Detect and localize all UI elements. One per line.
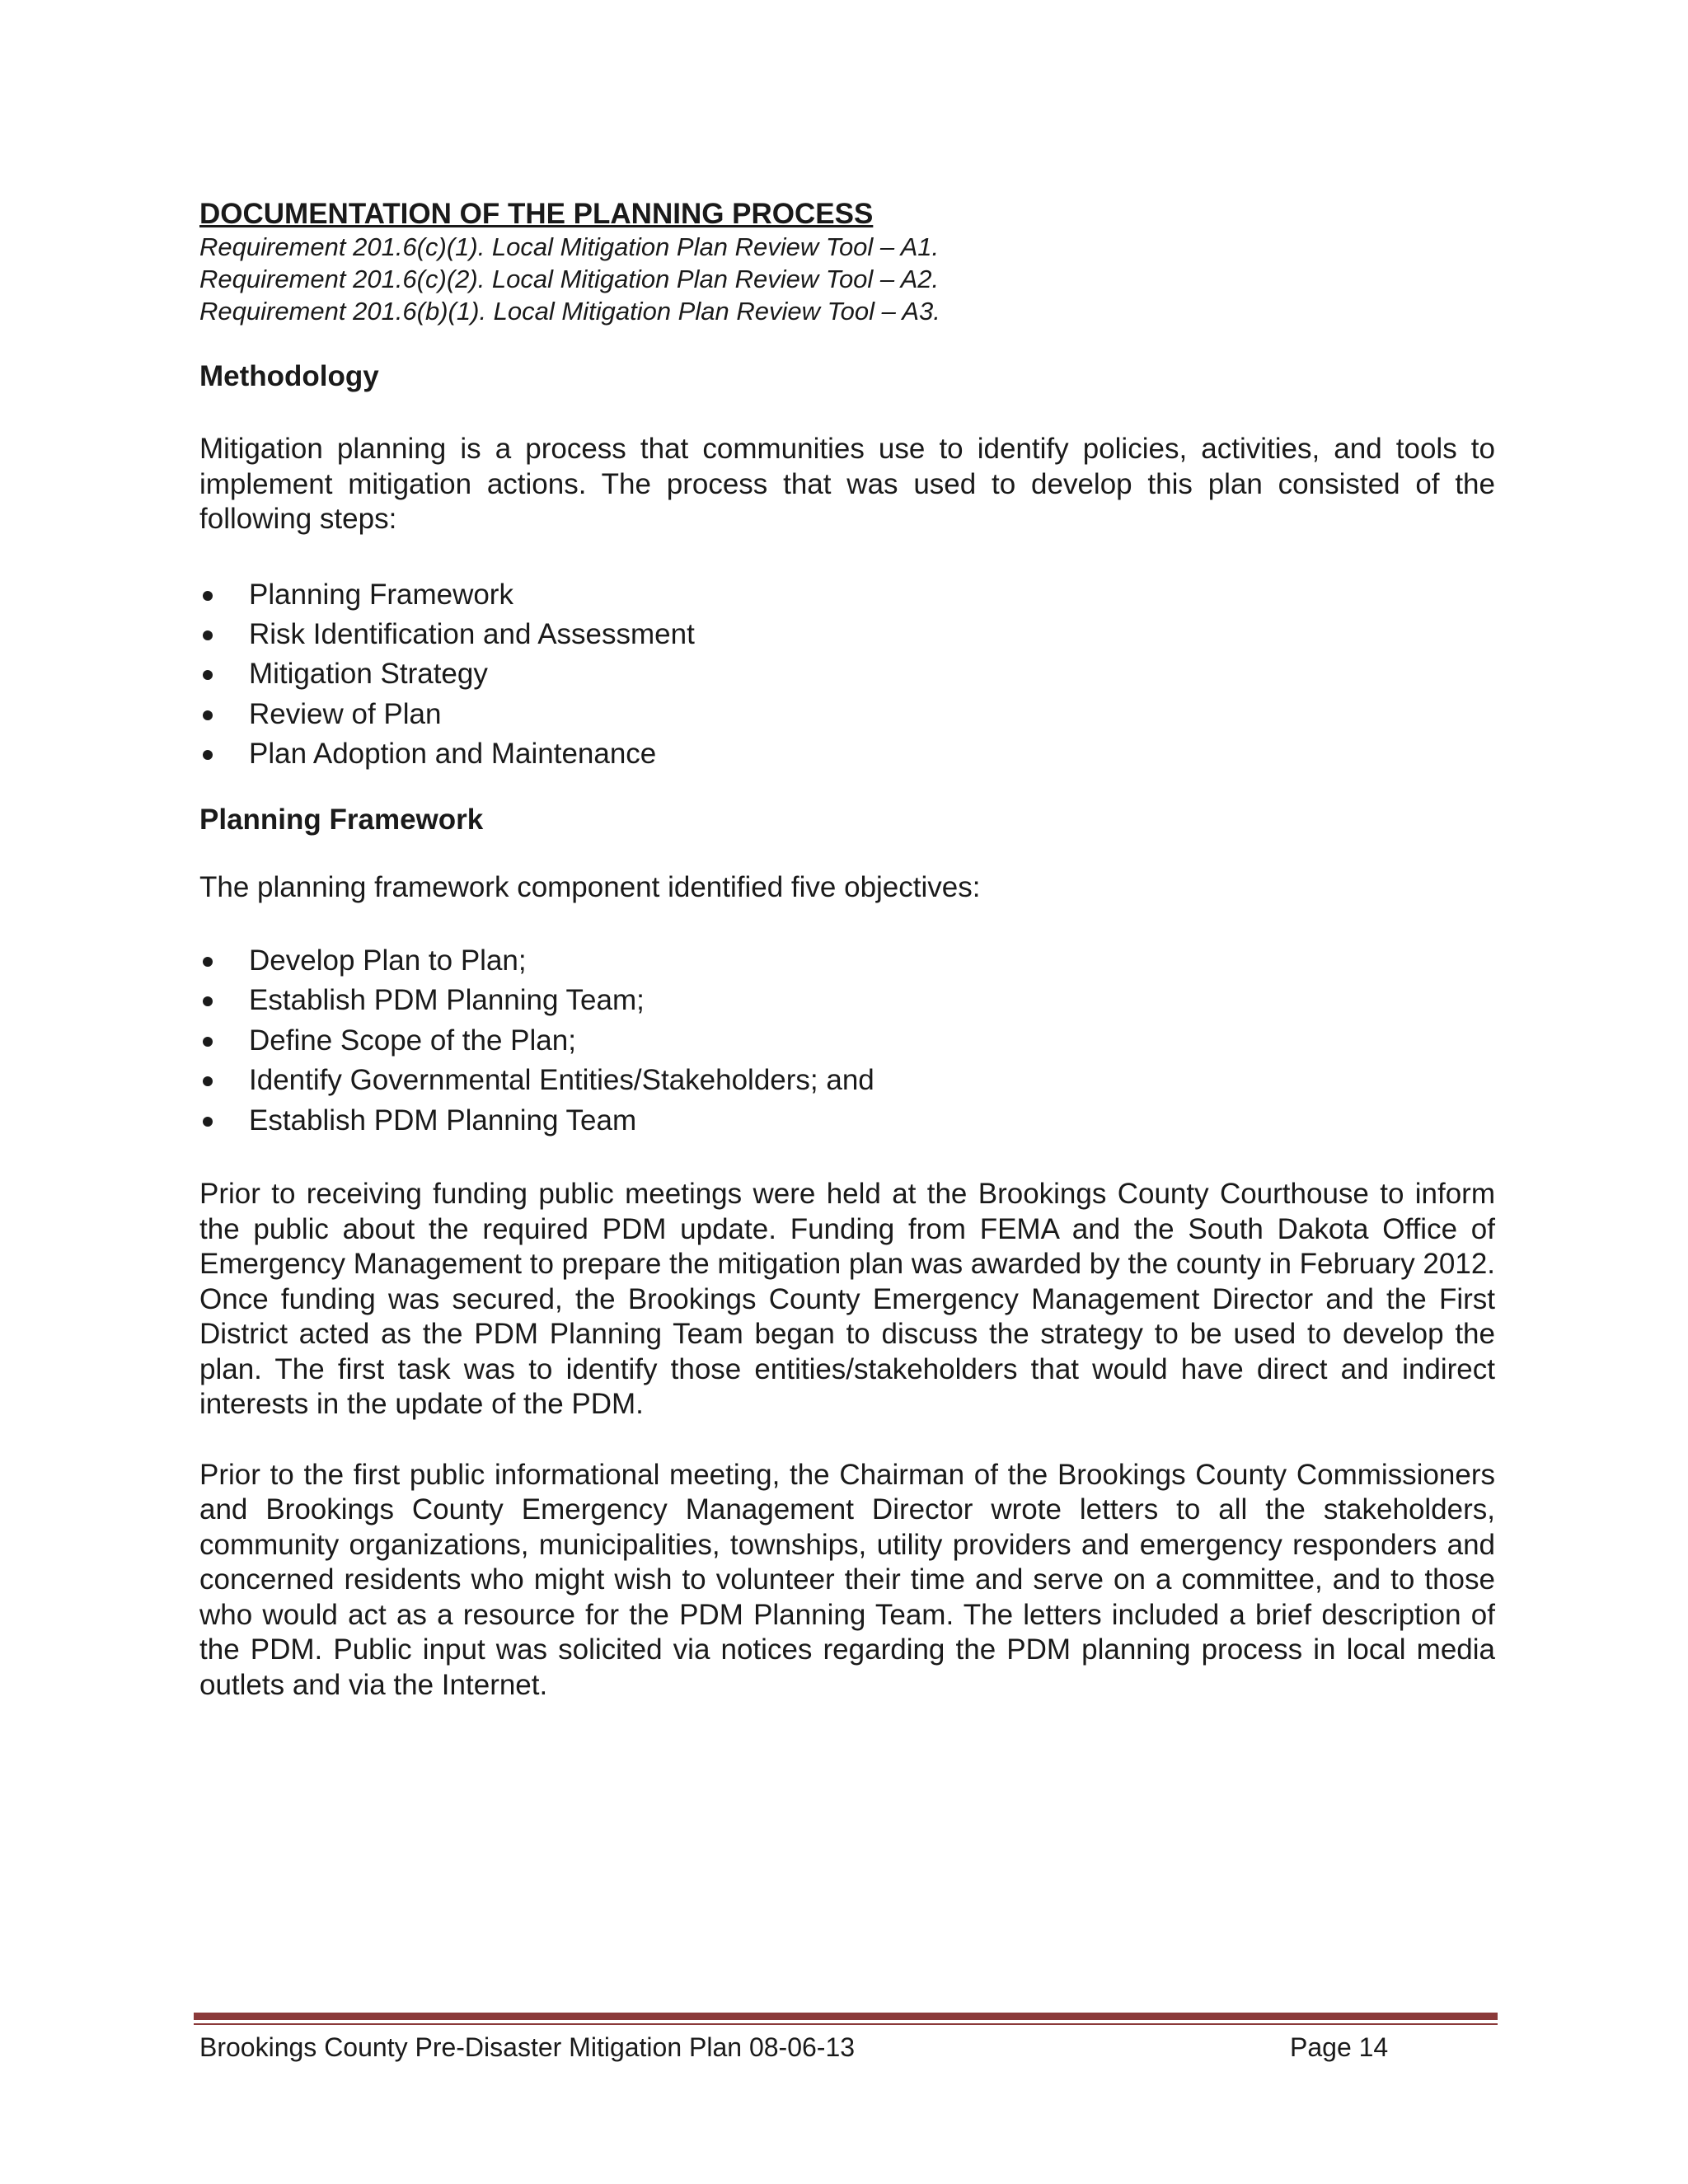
- footer-document-name: Brookings County Pre-Disaster Mitigation Plan 08-06-13: [199, 2032, 856, 2062]
- list-item-text: Review of Plan: [249, 697, 442, 730]
- list-item-text: Identify Governmental Entities/Stakeholders; and: [249, 1064, 874, 1097]
- funding-paragraph: Prior to receiving funding public meetings were held at the Brookings County Courthouse to inform the public about the required PDM update. Funding from FEMA and the South Dakota Office of Emergency Management to prepare the mitigation plan was awarded by the county in February 2012. Once funding was secured, the Brookings County Emergency Management Director and the First District acted as the PDM Planning Team began to discuss the strategy to be used to develop the plan. The first task was to identify those entities/stakeholders that would have direct and indirect interests in the update of the PDM.: [199, 1178, 1496, 1421]
- list-item-text: Define Scope of the Plan;: [249, 1024, 576, 1057]
- list-item: [199, 1101, 1495, 1141]
- list-item-text: Establish PDM Planning Team: [249, 1104, 637, 1137]
- planning-framework-intro-paragraph: The planning framework component identified five objectives:: [199, 870, 981, 903]
- bullet-icon: [203, 710, 213, 720]
- list-item-text: Planning Framework: [249, 578, 513, 611]
- document-page: [199, 198, 1495, 1703]
- list-item: [199, 1021, 1495, 1061]
- process-steps-list: [199, 575, 1495, 775]
- list-item: [199, 615, 1495, 654]
- bullet-icon: [203, 1117, 213, 1127]
- bullet-icon: [203, 1037, 213, 1047]
- footer-rule-thick: [194, 2013, 1498, 2020]
- list-item: [199, 981, 1495, 1020]
- letters-paragraph: Prior to the first public informational meeting, the Chairman of the Brookings County Commissioners and Brookings County Emergency Management Director wrote letters to all the stakeholders, community organizations, municipalities, townships, utility providers and emergency responders and concerned residents who might wish to volunteer their time and serve on a committee, and to those who would act as a resource for the PDM Planning Team. The letters included a brief description of the PDM. Public input was solicited via notices regarding the PDM planning process in local media outlets and via the Internet.: [199, 1458, 1495, 1701]
- bullet-icon: [203, 996, 213, 1006]
- list-item-text: Plan Adoption and Maintenance: [249, 738, 657, 771]
- requirement-item: Requirement 201.6(c)(2). Local Mitigation Plan Review Tool – A2.: [199, 265, 940, 293]
- planning-framework-heading: Planning Framework: [199, 803, 484, 836]
- bullet-icon: [203, 670, 213, 680]
- requirement-item: Requirement 201.6(b)(1). Local Mitigation Plan Review Tool – A3.: [199, 297, 940, 326]
- methodology-heading: Methodology: [199, 360, 379, 392]
- bullet-icon: [203, 1076, 213, 1086]
- list-item: [199, 654, 1495, 694]
- methodology-intro-paragraph: Mitigation planning is a process that communities use to identify policies, activities, and tools to implement mitigation actions. The process that was used to develop this plan consisted of the following steps:: [199, 433, 1495, 535]
- bullet-icon: [203, 591, 213, 601]
- requirements-list: [199, 231, 1495, 327]
- bullet-icon: [203, 630, 213, 640]
- list-item: [199, 575, 1495, 615]
- list-item: [199, 695, 1495, 734]
- list-item-text: Establish PDM Planning Team;: [249, 984, 645, 1017]
- requirement-item: Requirement 201.6(c)(1). Local Mitigation Plan Review Tool – A1.: [199, 232, 940, 261]
- list-item-text: Mitigation Strategy: [249, 658, 488, 691]
- list-item: [199, 941, 1495, 981]
- list-item: [199, 734, 1495, 774]
- bullet-icon: [203, 957, 213, 967]
- list-item: [199, 1061, 1495, 1100]
- list-item-text: Develop Plan to Plan;: [249, 944, 527, 977]
- footer-page-number: Page 14: [1290, 2032, 1389, 2062]
- document-title: DOCUMENTATION OF THE PLANNING PROCESS: [199, 198, 874, 230]
- list-item-text: Risk Identification and Assessment: [249, 617, 695, 650]
- objectives-list: [199, 941, 1495, 1141]
- bullet-icon: [203, 750, 213, 760]
- footer-rule-thin: [194, 2023, 1498, 2025]
